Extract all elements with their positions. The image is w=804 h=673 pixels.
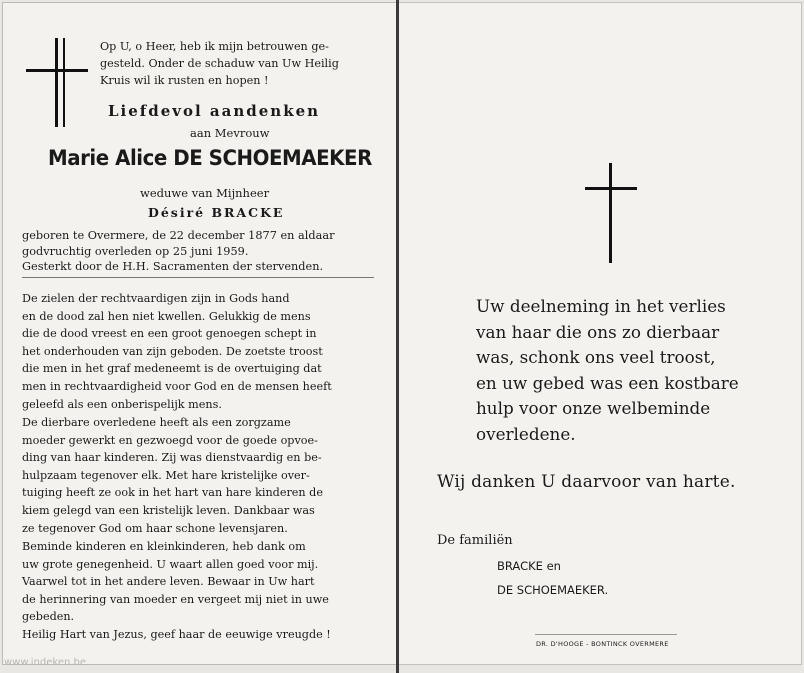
memorial-heading: Liefdevol aandenken <box>108 102 321 120</box>
family-name-1: BRACKE en <box>497 559 561 573</box>
husband-name: Désiré BRACKE <box>148 205 285 220</box>
widow-of-label: weduwe van Mijnheer <box>140 186 270 200</box>
paragraph-2: De dierbare overledene heeft als een zorgzame moeder gewerkt en gezwoegd voor de goede opvoe- ding van haar kinderen. Zij was dienstvaardig en be- hulpzaam tegenover elk. Met hare kristelijke over- tuiging heeft ze ook in het hart van hare kinderen de kiem gelegd van een kristelijk leven. Dankbaar was ze tegenover God om haar schone levensjaren. <box>22 416 323 535</box>
thanks-message: Uw deelneming in het verlies van haar die ons zo dierbaar was, schonk ons veel troost, en uw gebed was een kostbare hulp voor onze welbeminde overledene. <box>476 296 739 444</box>
paragraph-1: De zielen der rechtvaardigen zijn in Gods hand en de dood zal hen niet kwellen. Gelukkig de mens die de dood vreest en een groot genoegen schept in het onderhouden van zijn geboden. De zoetste troost die men in het graf medeneemt is de overtuiging dat men in rechtvaardigheid voor God en de mensen heeft geleefd als een onberispelijk mens. <box>22 292 332 411</box>
family-name-2: DE SCHOEMAEKER. <box>497 583 609 597</box>
page-fold <box>396 0 399 673</box>
intro-prayer: Op U, o Heer, heb ik mijn betrouwen ge- gesteld. Onder de schaduw van Uw Heilig Kruis wil ik rusten en hopen ! <box>100 40 339 87</box>
gratitude-line: Wij danken U daarvoor van harte. <box>437 472 736 492</box>
printer-credit: DR. D'HOOGE - BONTINCK OVERMERE <box>536 640 669 648</box>
families-label: De familiën <box>437 533 513 548</box>
birth-death-info: geboren te Overmere, de 22 december 1877 en aldaar godvruchtig overleden op 25 juni 1959. Gesterkt door de H.H. Sacramenten der stervenden. <box>22 229 335 273</box>
printer-divider <box>535 634 677 635</box>
deceased-name: Marie Alice DE SCHOEMAEKER <box>48 146 372 171</box>
paragraph-3: Beminde kinderen en kleinkinderen, heb dank om uw grote genegenheid. U waart allen goed voor mij. Vaarwel tot in het andere leven. Bewaar in Uw hart de herinnering van moeder en vergeet mij niet in uwe gebeden. Heilig Hart van Jezus, geef haar de eeuwige vreugde ! <box>22 540 331 641</box>
divider <box>22 277 374 278</box>
addressee-label: aan Mevrouw <box>190 126 270 140</box>
watermark: www.indeken.be <box>4 657 87 668</box>
